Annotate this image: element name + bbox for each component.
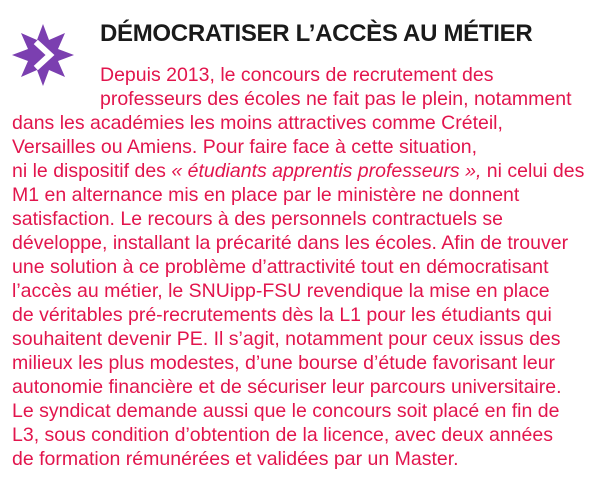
body-line: autonomie financière et de sécuriser leur parcours universitaire. [12, 376, 562, 398]
body-line: de véritables pré-recrutements dès la L1 pour les étudiants qui [12, 304, 552, 326]
body-line: milieux les plus modestes, d’une bourse d’étude favorisant leur [12, 352, 556, 374]
body-line: Le syndicat demande aussi que le concours soit placé en fin de [12, 400, 560, 422]
body-text-segment: ni celui des [481, 160, 585, 182]
body-text-segment: ni le dispositif des [12, 160, 172, 182]
body-line: dans les académies les moins attractives comme Créteil, [12, 112, 503, 134]
body-line [12, 159, 584, 183]
body-line: développe, installant la précarité dans les écoles. Afin de trouver [12, 232, 569, 254]
quoted-phrase: « étudiants apprentis professeurs », [171, 160, 482, 182]
body-line: l’accès au métier, le SNUipp-FSU revendique la mise en place [12, 280, 550, 302]
body-line: Depuis 2013, le concours de recrutement des [100, 64, 494, 86]
body-line: satisfaction. Le recours à des personnels contractuels se [12, 208, 504, 230]
body-line: souhaitent devenir PE. Il s’agit, notamment pour ceux issus des [12, 328, 561, 350]
body-line: M1 en alternance mis en place par le ministère ne donnent [12, 184, 520, 206]
body-line: une solution à ce problème d’attractivité tout en démocratisant [12, 256, 549, 278]
body-line: de formation rémunérées et validées par un Master. [12, 448, 459, 470]
body-line: professeurs des écoles ne fait pas le plein, notamment [100, 88, 572, 110]
body-line: L3, sous condition d’obtention de la licence, avec deux années [12, 424, 553, 446]
body-line: Versailles ou Amiens. Pour faire face à cette situation, [12, 136, 478, 158]
star-shape [12, 24, 74, 86]
star-chevron-icon [10, 22, 76, 88]
section-title: DÉMOCRATISER L’ACCÈS AU MÉTIER [100, 20, 533, 47]
